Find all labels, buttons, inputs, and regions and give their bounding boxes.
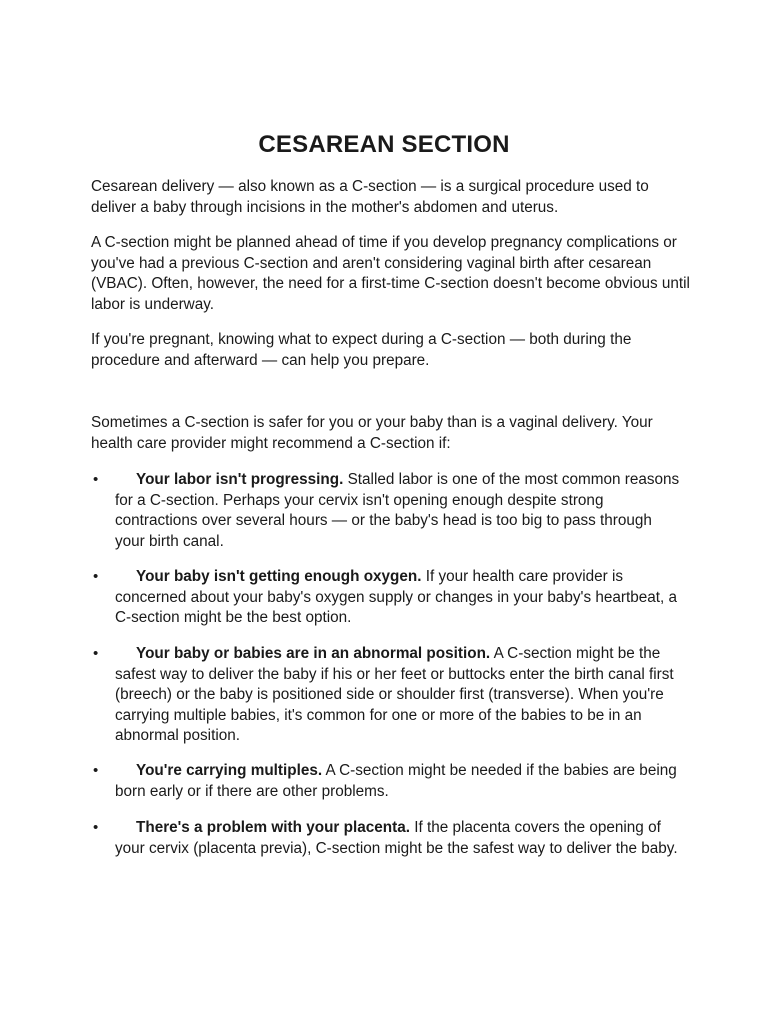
list-item-lead: Your baby or babies are in an abnormal position. bbox=[136, 645, 491, 662]
page-title: CESAREAN SECTION bbox=[258, 131, 510, 158]
list-item-text: If your health care provider is concerned about your baby's oxygen supply or changes in your baby's heartbeat, a C-section might be the best option. bbox=[115, 568, 677, 626]
list-item-text: If the placenta covers the opening of your cervix (placenta previa), C-section might be the safest way to deliver the baby. bbox=[115, 819, 678, 857]
bullet-icon: • bbox=[93, 471, 99, 488]
bullet-icon: • bbox=[93, 568, 99, 585]
list-item-lead: Your labor isn't progressing. bbox=[136, 471, 344, 488]
list-item bbox=[93, 644, 685, 747]
list-item-lead: Your baby isn't getting enough oxygen. bbox=[136, 568, 422, 585]
list-item-lead: You're carrying multiples. bbox=[136, 762, 323, 779]
list-item bbox=[93, 761, 685, 802]
reasons-intro-paragraph: Sometimes a C-section is safer for you or your baby than is a vaginal delivery. Your health care provider might recommend a C-section if: bbox=[91, 414, 653, 452]
list-item-text: A C-section might be needed if the babies are being born early or if there are other problems. bbox=[115, 762, 677, 800]
bullet-icon: • bbox=[93, 819, 99, 836]
bullet-icon: • bbox=[93, 762, 99, 779]
list-item-text: A C-section might be the safest way to deliver the baby if his or her feet or buttocks enter the birth canal first (breech) or the baby is positioned side or shoulder first (transverse). When you're carrying multiple babies, it's common for one or more of the babies to be in an abnormal position. bbox=[115, 645, 674, 744]
list-item bbox=[93, 567, 685, 629]
planning-paragraph: A C-section might be planned ahead of time if you develop pregnancy complications or you've had a previous C-section and aren't considering vaginal birth after cesarean (VBAC). Often, however, the need for a first-time C-section doesn't become obvious until labor is underway. bbox=[91, 234, 690, 313]
list-item-lead: There's a problem with your placenta. bbox=[136, 819, 410, 836]
bullet-icon: • bbox=[93, 645, 99, 662]
preparation-paragraph: If you're pregnant, knowing what to expect during a C-section — both during the procedure and afterward — can help you prepare. bbox=[91, 331, 632, 369]
intro-paragraph: Cesarean delivery — also known as a C-section — is a surgical procedure used to deliver a baby through incisions in the mother's abdomen and uterus. bbox=[91, 178, 649, 216]
list-item bbox=[93, 470, 685, 552]
list-item bbox=[93, 818, 685, 859]
list-item-text: Stalled labor is one of the most common reasons for a C-section. Perhaps your cervix isn't opening enough despite strong contractions over several hours — or the baby's head is too big to pass through your birth canal. bbox=[115, 471, 680, 550]
